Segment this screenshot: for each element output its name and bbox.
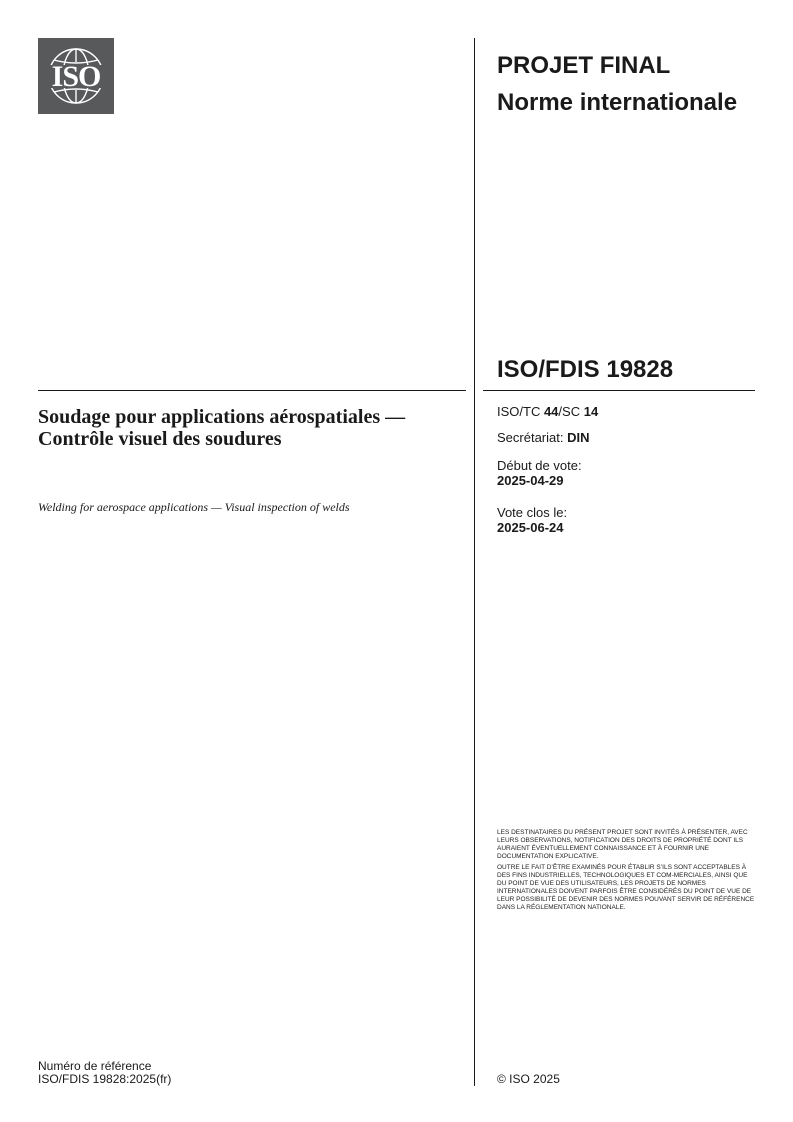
left-rule <box>38 390 466 391</box>
vote-start-label: Début de vote: <box>497 458 582 473</box>
tc-number: 44 <box>543 404 559 419</box>
right-rule <box>483 390 755 391</box>
vote-end-label: Vote clos le: <box>497 505 568 520</box>
iso-logo <box>38 38 114 114</box>
vote-end-date: 2025-06-24 <box>497 520 564 535</box>
committee-line <box>497 404 598 419</box>
sc-separator: /SC <box>558 404 584 419</box>
copyright-notice: © ISO 2025 <box>497 1072 560 1086</box>
title-english: Welding for aerospace applications — Visual inspection of welds <box>38 500 350 514</box>
document-number: ISO/FDIS 19828 <box>497 356 674 383</box>
reference-label: Numéro de référence <box>38 1059 152 1073</box>
reference-number: ISO/FDIS 19828:2025(fr) <box>38 1072 172 1086</box>
column-divider <box>474 38 475 1086</box>
vote-start-date: 2025-04-29 <box>497 473 564 488</box>
sc-number: 14 <box>583 404 599 419</box>
logo-text: ISO <box>51 60 101 93</box>
secretariat-value: DIN <box>567 430 590 445</box>
secretariat-label: Secrétariat: <box>497 430 568 445</box>
document-type: Norme internationale <box>497 89 738 116</box>
secretariat-line <box>497 430 589 445</box>
title-french: Soudage pour applications aérospatiales — Contrôle visuel des soudures <box>38 406 406 450</box>
stage-title: PROJET FINAL <box>497 52 671 79</box>
committee-prefix: ISO/TC <box>497 404 544 419</box>
notice-paragraph-2: OUTRE LE FAIT D’ÊTRE EXAMINÉS POUR ÉTABLIR S’ILS SONT ACCEPTABLES À DES FINS INDUSTRIELLES, TECHNOLOGIQUES ET COM-MERCIALES, AINSI QUE DU POINT DE VUE DES UTILISATEURS, LES PROJETS DE NORMES INTERNATIONALES DOIVENT PARFOIS ÊTRE CONSIDÉRÉS DU POINT DE VUE DE LEUR POSSIBILITÉ DE DEVENIR DES NORMES POUVANT SERVIR DE RÉFÉRENCE DANS LA RÉGLEMENTATION NATIONALE. <box>497 864 755 911</box>
notice-paragraph-1: LES DESTINATAIRES DU PRÉSENT PROJET SONT INVITÉS À PRÉSENTER, AVEC LEURS OBSERVATIONS, NOTIFICATION DES DROITS DE PROPRIÉTÉ DONT ILS AURAIENT ÉVENTUELLEMENT CONNAISSANCE ET À FOURNIR UNE DOCUMENTATION EXPLICATIVE. <box>497 829 748 860</box>
recipients-notice <box>497 829 757 915</box>
